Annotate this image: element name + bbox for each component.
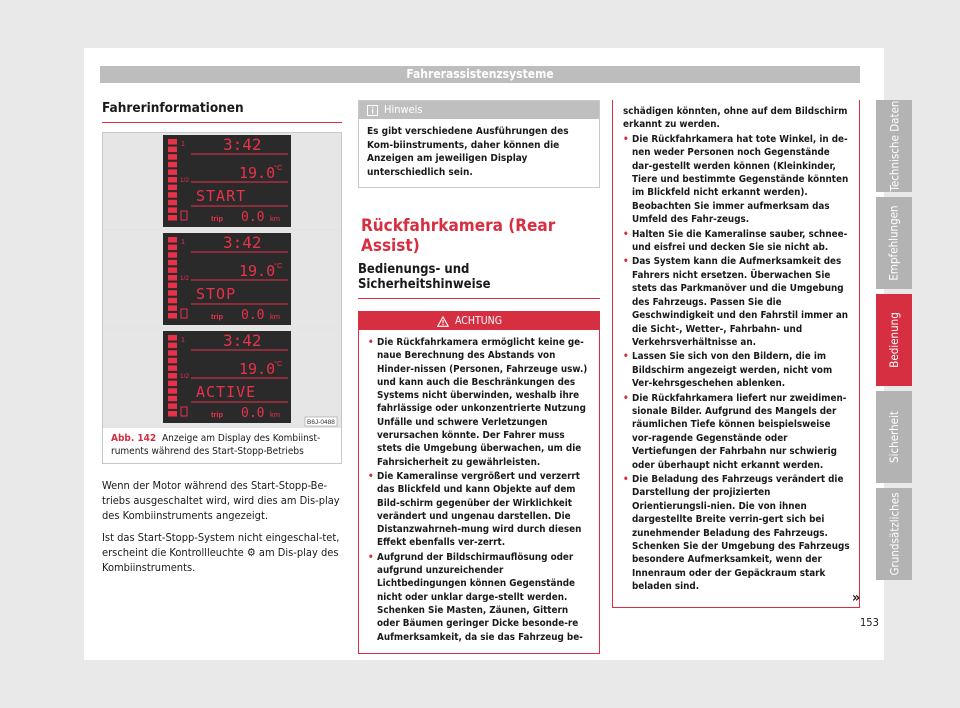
lcd-trip-unit: km — [270, 410, 280, 419]
fuel-gauge-segment — [168, 237, 177, 243]
fuel-gauge-segment — [168, 290, 177, 296]
warning-triangle-icon — [437, 316, 449, 327]
body-text — [102, 478, 342, 575]
fuel-gauge-segment — [168, 200, 177, 206]
tab-label: Bedienung — [887, 312, 901, 368]
fuel-gauge-segment — [168, 365, 177, 371]
subsection-title: Bedienungs- und Sicherheitshinweise — [358, 262, 600, 299]
tab-bedienung[interactable] — [876, 294, 912, 386]
lcd-trip-label: trip — [211, 410, 224, 419]
fuel-gauge-segment — [168, 411, 177, 417]
lcd-trip-value: 0.0 — [241, 210, 265, 225]
bullet-icon: • — [623, 351, 629, 363]
tab-sicherheit[interactable] — [876, 391, 912, 483]
fuel-gauge-segment — [168, 177, 177, 183]
bullet-icon: • — [623, 392, 629, 404]
warning-item — [623, 392, 851, 472]
warning-item — [368, 470, 592, 550]
fuel-gauge-segment — [168, 154, 177, 160]
lcd-temperature: 19.0 — [239, 360, 276, 378]
warning-item-text: Die Beladung des Fahrzeugs verändert die Darstellung der projizierten Orientierungsli-nien. Die von ihnen dargestellte Breite verrin-gert sich bei zunehmender Beladung des Fahrzeugs. Schenken Sie der Umgebung des Fahrzeugs besondere Aufmerksamkeit, wenn der Innenraum oder der Gepäckraum stark beladen sind. — [632, 473, 850, 593]
note-title: Hinweis — [384, 103, 423, 116]
warning-item-text: Halten Sie die Kameralinse sauber, schnee-und eisfrei und decken Sie sie nicht ab. — [632, 228, 848, 254]
lcd-temperature: 19.0 — [239, 164, 276, 182]
note-header — [359, 101, 599, 119]
middle-column — [358, 100, 600, 654]
warning-title: ACHTUNG — [455, 315, 503, 327]
lcd-status: ACTIVE — [196, 383, 257, 401]
fuel-gauge-segment — [168, 260, 177, 266]
fuel-gauge-segment — [168, 358, 177, 364]
warning-item-text: Die Rückfahrkamera liefert nur zweidimen-sionale Bilder. Aufgrund des Mangels der räumlichen Tiefe können beispielsweise vor-ragende Gegenstände oder Vertiefungen der Fahrbahn nur schwierig oder überhaupt nicht erkannt werden. — [632, 392, 847, 471]
bullet-icon: • — [368, 337, 374, 348]
warning-item — [623, 228, 851, 255]
figure-142 — [102, 132, 342, 464]
page-number: 153 — [860, 616, 879, 629]
continued-lead: schädigen könnten, ohne auf dem Bildschirm erkannt zu werden. — [623, 106, 848, 131]
left-column — [102, 100, 342, 582]
warning-continued-text — [623, 105, 851, 594]
fuel-label-full: 1 — [181, 239, 185, 246]
tab-technische-daten[interactable] — [876, 100, 912, 192]
bullet-icon: • — [623, 133, 629, 145]
lcd-temp-unit: °C — [274, 163, 283, 172]
continue-arrow-icon: » — [852, 590, 861, 606]
warning-item — [623, 133, 851, 227]
tab-label: Empfehlungen — [887, 205, 901, 281]
fuel-gauge-segment — [168, 275, 177, 281]
lcd-status: START — [196, 187, 247, 205]
section-title: Fahrerinformationen — [102, 100, 342, 123]
fuel-gauge-segment — [168, 335, 177, 341]
paragraph: Wenn der Motor während des Start-Stopp-Be-triebs ausgeschaltet wird, wird dies am Dis-play des Kombiinstruments angezeigt. — [102, 479, 340, 522]
lcd-trip-value: 0.0 — [241, 406, 265, 421]
fuel-gauge-segment — [168, 139, 177, 145]
warning-item — [368, 336, 592, 469]
lcd-trip-unit: km — [270, 214, 280, 223]
lcd-display-illustration — [103, 133, 341, 428]
lcd-time: 3:42 — [223, 331, 262, 350]
fuel-gauge-segment — [168, 267, 177, 273]
note-box — [358, 100, 600, 188]
fuel-gauge-segment — [168, 162, 177, 168]
fuel-label-half: 1/2 — [180, 275, 190, 282]
fuel-gauge-segment — [168, 305, 177, 311]
fuel-gauge-segment — [168, 313, 177, 319]
chapter-title: Rückfahrkamera (Rear Assist) — [361, 216, 556, 256]
fuel-gauge-segment — [168, 403, 177, 409]
fuel-gauge-segment — [168, 169, 177, 175]
tab-label: Technische Daten — [887, 100, 901, 192]
fuel-gauge-segment — [168, 350, 177, 356]
fuel-gauge-segment — [168, 215, 177, 221]
fuel-gauge-segment — [168, 373, 177, 379]
fuel-gauge-segment — [168, 396, 177, 402]
warning-box — [358, 311, 600, 654]
fuel-label-full: 1 — [181, 141, 185, 148]
tab-empfehlungen[interactable] — [876, 197, 912, 289]
warning-text — [359, 330, 599, 653]
warning-item-text: Die Rückfahrkamera ermöglicht keine ge-naue Berechnung des Abstands von Hinder-nissen (Personen, Fahrzeuge usw.) und kann auch die Beschränkungen des Systems nicht überwinden, weshalb ihre fahrlässige oder unkonzentrierte Nutzung Unfälle und schwere Verletzungen verursachen könnte. Der Fahrer muss stets die Umgebung überwachen, um die Fahrsicherheit zu gewährleisten. — [377, 337, 588, 468]
paragraph: Ist das Start-Stopp-System nicht eingeschal-tet, erscheint die Kontrollleuchte ⚙ am Dis-play des Kombiinstruments. — [102, 531, 340, 574]
warning-item-text: Lassen Sie sich von den Bildern, die im Bildschirm angezeigt werden, nicht vom Ver-kehrsgeschehen ablenken. — [632, 351, 833, 390]
caption-label: Abb. 142 — [111, 433, 157, 444]
right-column-warning-continued — [612, 100, 860, 608]
lcd-temp-unit: °C — [274, 359, 283, 368]
bullet-icon: • — [623, 228, 629, 240]
info-icon — [367, 105, 378, 116]
fuel-gauge-segment — [168, 298, 177, 304]
fuel-label-half: 1/2 — [180, 373, 190, 380]
warning-item-text: Aufgrund der Bildschirmauflösung oder aufgrund unzureichender Lichtbedingungen können Gegenstände nicht oder unklar darge-stellt werden. Schenken Sie Masten, Zäunen, Gittern oder Bäumen geringer Dicke besonde-re Aufmerksamkeit, da sie das Fahrzeug be- — [377, 551, 583, 643]
lcd-status: STOP — [196, 285, 237, 303]
lcd-trip-unit: km — [270, 312, 280, 321]
lcd-figure — [103, 133, 341, 428]
warning-header — [359, 312, 599, 330]
tab-grundsaetzliches[interactable] — [876, 488, 912, 580]
chapter-header: Fahrerassistenzsysteme — [100, 66, 860, 83]
lcd-temp-unit: °C — [274, 261, 283, 270]
fuel-gauge-segment — [168, 283, 177, 289]
fuel-gauge-segment — [168, 192, 177, 198]
lcd-trip-label: trip — [211, 214, 224, 223]
figure-caption — [103, 428, 341, 463]
bullet-icon: • — [623, 256, 629, 268]
fuel-gauge-segment — [168, 381, 177, 387]
bullet-icon: • — [368, 551, 374, 563]
warning-item — [623, 255, 851, 349]
fuel-gauge-segment — [168, 185, 177, 191]
warning-item — [623, 473, 851, 594]
fuel-gauge-segment — [168, 388, 177, 394]
lcd-temperature: 19.0 — [239, 262, 276, 280]
fuel-gauge-segment — [168, 147, 177, 153]
fuel-label-half: 1/2 — [180, 177, 190, 184]
tab-label: Grundsätzliches — [887, 492, 901, 576]
bullet-icon: • — [368, 470, 374, 482]
fuel-gauge-segment — [168, 343, 177, 349]
fuel-gauge-segment — [168, 207, 177, 213]
lcd-time: 3:42 — [223, 233, 262, 252]
lcd-time: 3:42 — [223, 135, 262, 154]
warning-item-text: Die Kameralinse vergrößert und verzerrt das Blickfeld und kann Objekte auf dem Bild-schirm gegenüber der Wirklichkeit verändert und ungenau darstellen. Die Distanzwahrneh-mung wird durch diesen Effekt ebenfalls ver-zerrt. — [377, 470, 582, 549]
figure-code: B6J-0488 — [307, 419, 335, 426]
fuel-label-full: 1 — [181, 337, 185, 344]
lcd-trip-label: trip — [211, 312, 224, 321]
tab-label: Sicherheit — [887, 411, 901, 463]
warning-item-text: Das System kann die Aufmerksamkeit des Fahrers nicht ersetzen. Überwachen Sie stets das Parkmanöver und die Umgebung des Fahrzeugs. Passen Sie die Geschwindigkeit und den Fahrstil immer an die Sicht-, Wetter-, Fahrbahn- und Verkehrsverhältnisse an. — [632, 256, 849, 348]
lcd-trip-value: 0.0 — [241, 308, 265, 323]
caption-text: Anzeige am Display des Kombiinst-ruments während des Start-Stopp-Betriebs — [111, 433, 321, 457]
fuel-gauge-segment — [168, 245, 177, 251]
warning-item — [623, 350, 851, 390]
note-text: Es gibt verschiedene Ausführungen des Kom-biinstruments, daher können die Anzeigen am jeweiligen Display unterschiedlich sein. — [367, 126, 569, 178]
warning-item — [368, 551, 592, 644]
fuel-gauge-segment — [168, 252, 177, 258]
warning-item-text: Die Rückfahrkamera hat tote Winkel, in de-nen weder Personen noch Gegenstände dar-gestellt werden können (Kleinkinder, Tiere und bestimmte Gegenstände könnten im Blickfeld nicht erkannt werden). Beobachten Sie immer aufmerksam das Umfeld des Fahr-zeugs. — [632, 133, 849, 226]
bullet-icon: • — [623, 473, 629, 485]
